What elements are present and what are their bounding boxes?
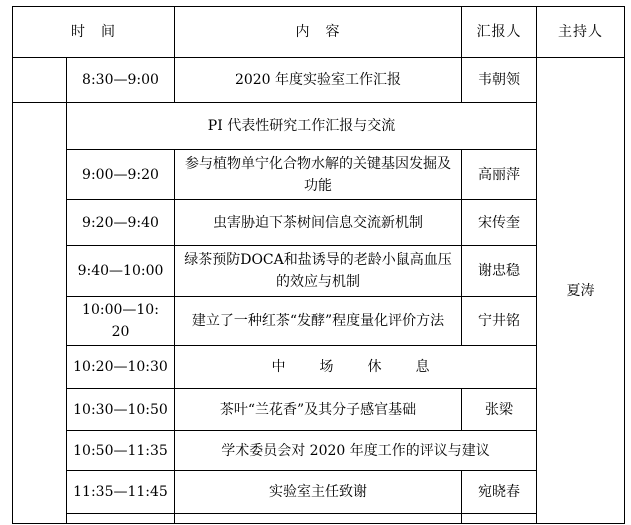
reporter-cell: 宋传奎 <box>462 200 537 246</box>
reporter-cell: 韦朝领 <box>462 58 537 103</box>
table-row <box>13 431 625 471</box>
section-title: PI 代表性研究工作汇报与交流 <box>67 103 537 150</box>
time-cell: 9:20—9:40 <box>67 200 175 246</box>
content-cell: 参与植物单宁化合物水解的关键基因发掘及功能 <box>175 150 462 200</box>
header-reporter: 汇报人 <box>462 7 537 58</box>
content-cell: 虫害胁迫下茶树间信息交流新机制 <box>175 200 462 246</box>
content-cell: 绿茶预防DOCA和盐诱导的老龄小鼠高血压的效应与机制 <box>175 246 462 297</box>
time-cell: 9:00—9:20 <box>67 150 175 200</box>
table-row <box>13 346 625 389</box>
content-cell: 实验室主任致谢 <box>175 471 462 514</box>
time-cell: 11:35—11:45 <box>67 471 175 514</box>
blank-cell <box>13 58 67 103</box>
reporter-cell: 宛晓春 <box>462 471 537 514</box>
table-row <box>13 297 625 346</box>
time-cell: 10:30—10:50 <box>67 389 175 431</box>
blank-cell <box>175 514 462 524</box>
header-host: 主持人 <box>537 7 625 58</box>
header-content: 内 容 <box>175 7 462 58</box>
time-cell: 10:00—10: 20 <box>67 297 175 346</box>
reporter-cell: 宁井铭 <box>462 297 537 346</box>
blank-cell <box>462 514 537 524</box>
break-cell: 中 场 休 息 <box>175 346 537 389</box>
table-row <box>13 246 625 297</box>
schedule-table <box>12 6 625 524</box>
blank-cell <box>67 514 175 524</box>
table-row <box>13 389 625 431</box>
reporter-cell: 张梁 <box>462 389 537 431</box>
header-time: 时 间 <box>13 7 175 58</box>
reporter-cell: 谢忠稳 <box>462 246 537 297</box>
time-cell: 10:20—10:30 <box>67 346 175 389</box>
table-row <box>13 200 625 246</box>
time-cell: 9:40—10:00 <box>67 246 175 297</box>
content-cell: 2020 年度实验室工作汇报 <box>175 58 462 103</box>
time-cell: 10:50—11:35 <box>67 431 175 471</box>
table-row-tail <box>13 514 625 524</box>
header-row <box>13 7 625 58</box>
content-cell: 学术委员会对 2020 年度工作的评议与建议 <box>175 431 537 471</box>
content-cell: 建立了一种红茶“发酵”程度量化评价方法 <box>175 297 462 346</box>
content-cell: 茶叶“兰花香”及其分子感官基础 <box>175 389 462 431</box>
section-row <box>13 103 625 150</box>
table-row <box>13 471 625 514</box>
host-cell: 夏涛 <box>537 58 625 524</box>
time-cell: 8:30—9:00 <box>67 58 175 103</box>
table-row <box>13 150 625 200</box>
blank-cell <box>13 103 67 524</box>
table-row <box>13 58 625 103</box>
reporter-cell: 高丽萍 <box>462 150 537 200</box>
